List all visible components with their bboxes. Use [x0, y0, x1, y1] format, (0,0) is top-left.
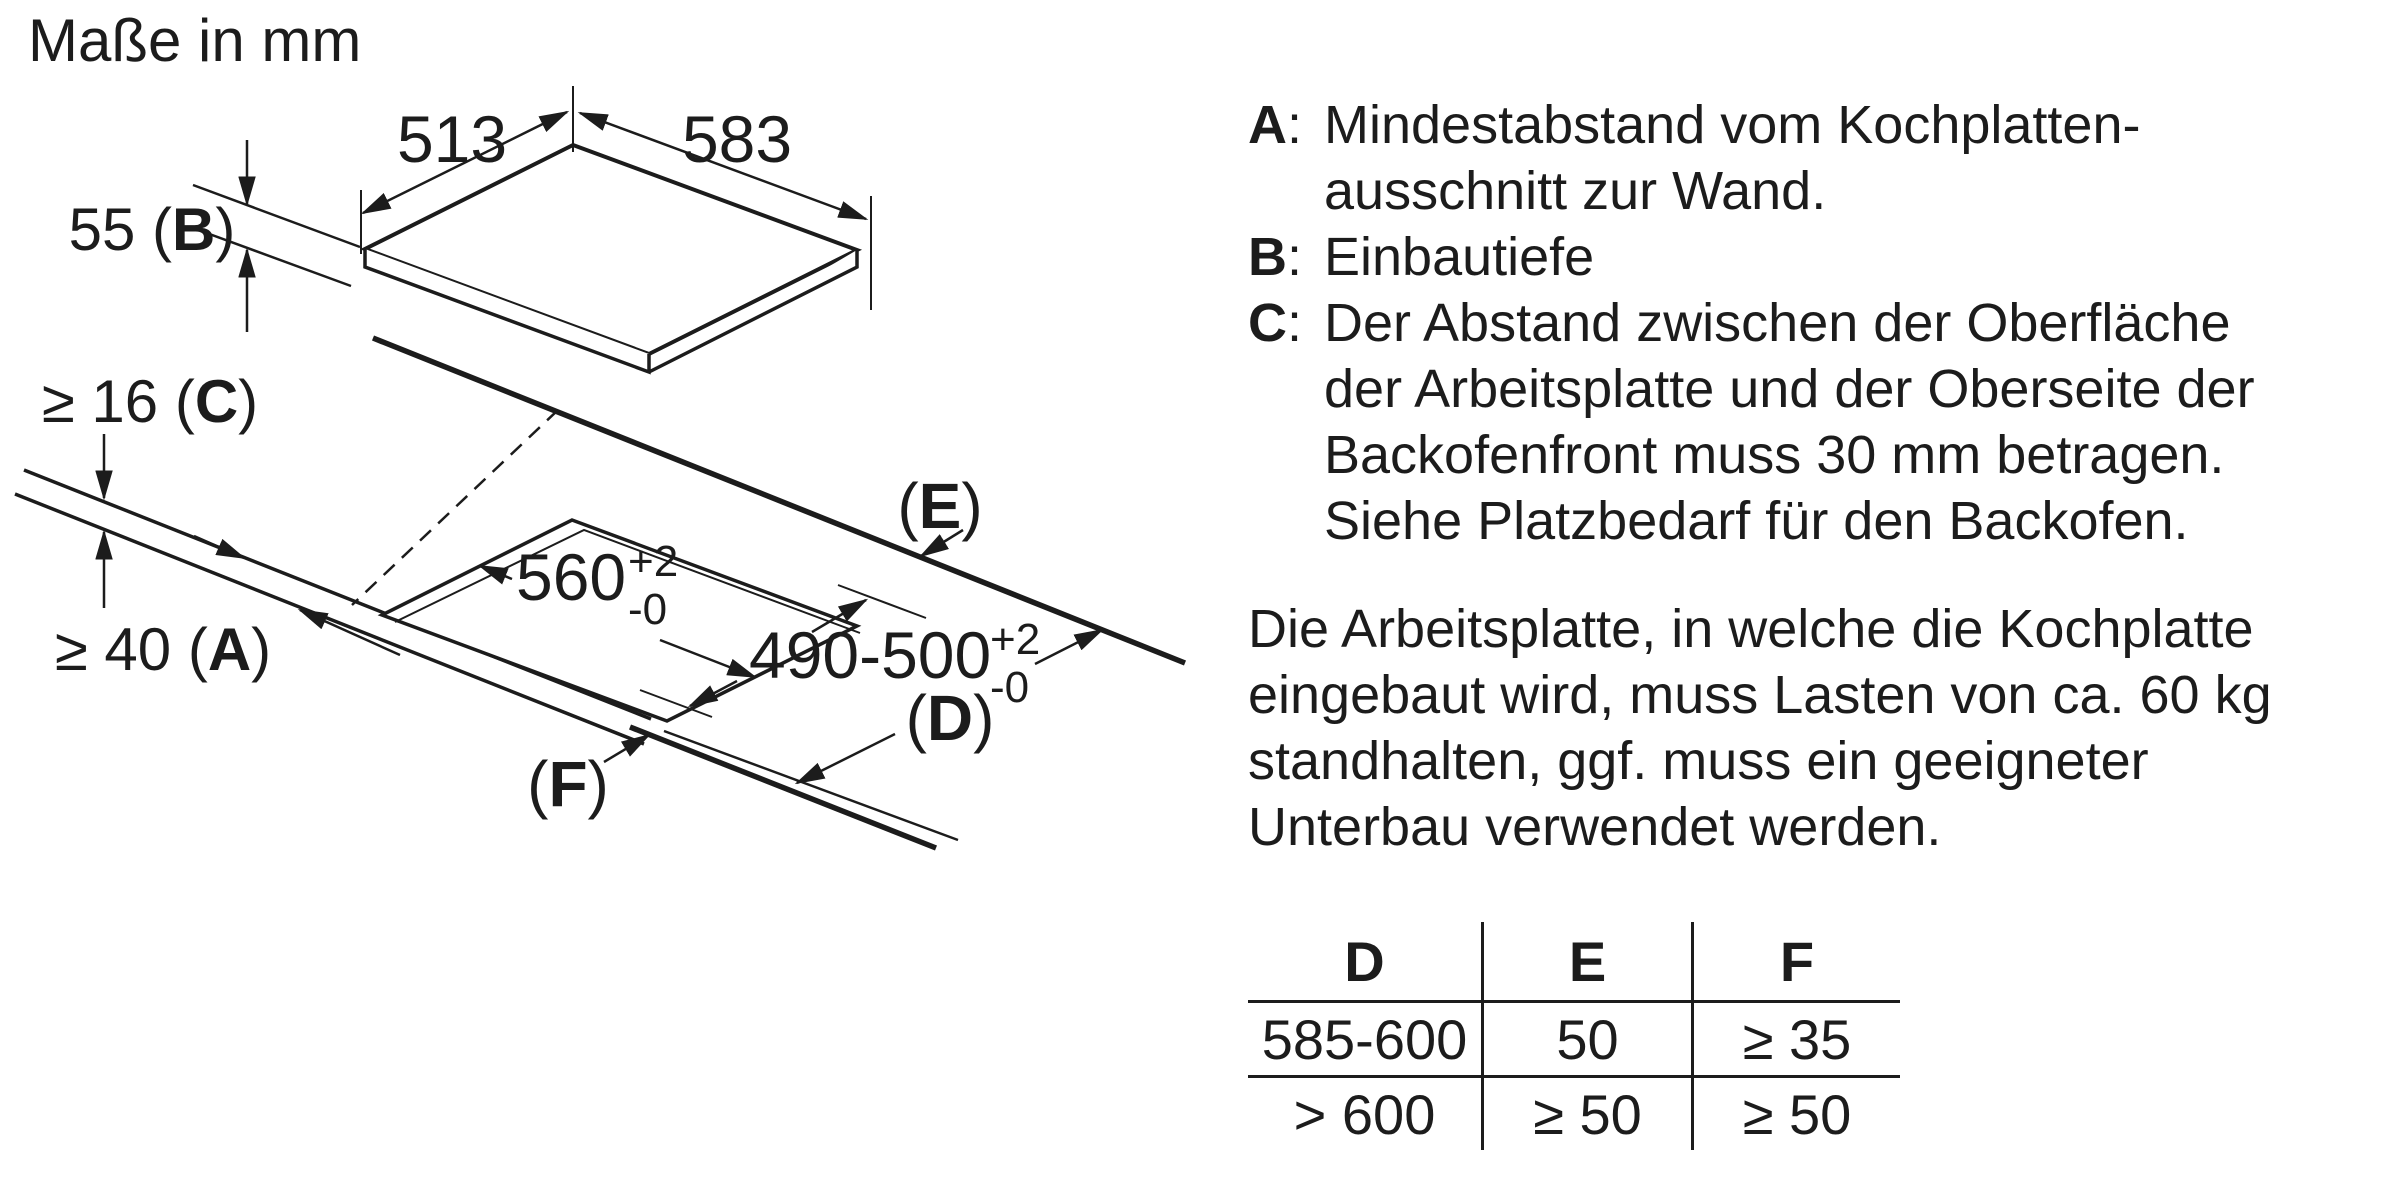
dim-a-label: ≥ 40 (A): [54, 616, 272, 683]
table-header-e: E: [1484, 922, 1694, 1000]
wall-dist-arrow-1: [194, 536, 244, 558]
table-cell: 50: [1484, 1000, 1694, 1075]
note-line: Die Arbeitsplatte, in welche die Kochplatte: [1248, 599, 2254, 659]
legend-text-c: [1324, 290, 2388, 554]
def-spec-table: [1248, 922, 1900, 1150]
dim-c-label: ≥ 16 (C): [41, 368, 259, 435]
cutout-depth-tol-minus: -0: [990, 663, 1030, 712]
legend-line: ausschnitt zur Wand.: [1324, 161, 1827, 221]
label-d: (D): [905, 682, 995, 754]
dim-513-label: 513: [396, 102, 508, 176]
legend-and-notes: [1248, 92, 2388, 860]
legend-line: Backofenfront muss 30 mm betragen.: [1324, 425, 2225, 485]
cutout-depth-tol-plus: +2: [990, 615, 1041, 664]
label-f-arrow: [604, 735, 649, 762]
legend-key-b: B:: [1248, 227, 1303, 287]
table-cell: ≥ 50: [1484, 1075, 1694, 1150]
table-header-f: F: [1779, 929, 1815, 993]
legend-line: der Arbeitsplatte und der Oberseite der: [1324, 359, 2255, 419]
front-edge-thick-line: [630, 727, 936, 848]
legend-item-a: [1248, 92, 2388, 224]
legend-key-a: A:: [1248, 95, 1303, 155]
cutout-width-tol-plus: +2: [628, 537, 679, 586]
table-cell: > 600: [1248, 1075, 1484, 1150]
label-f: (F): [527, 748, 609, 820]
note-line: eingebaut wird, muss Lasten von ca. 60 kg: [1248, 665, 2272, 725]
legend-line: Siehe Platzbedarf für den Backofen.: [1324, 491, 2189, 551]
legend-line: Einbautiefe: [1324, 227, 1595, 287]
worktop-note: [1248, 596, 2388, 860]
legend-text-b: [1324, 224, 2388, 290]
label-e: (E): [897, 470, 983, 542]
legend-line: Der Abstand zwischen der Oberfläche: [1324, 293, 2231, 353]
legend-item-b: [1248, 224, 2388, 290]
table-cell: ≥ 35: [1694, 1000, 1900, 1075]
label-d-arrow-2: [797, 734, 895, 783]
label-d-arrow-1: [1035, 630, 1102, 664]
table-cell: ≥ 50: [1694, 1075, 1900, 1150]
cutout-depth-value: 490-500: [749, 618, 992, 692]
note-line: standhalten, ggf. muss ein geeigneter: [1248, 731, 2149, 791]
dim-b-label: 55 (B): [68, 196, 236, 263]
table-header-d: D: [1248, 922, 1484, 1000]
page-title: Maße in mm: [28, 7, 362, 74]
note-line: Unterbau verwendet werden.: [1248, 797, 1942, 857]
legend-key-c: C:: [1248, 293, 1303, 353]
cutout-depth-ext-1: [838, 585, 926, 618]
cutout-width-value: 560: [516, 540, 627, 614]
legend-item-c: [1248, 290, 2388, 554]
legend-line: Mindestabstand vom Kochplatten-: [1324, 95, 2141, 155]
cutout-width-tol-minus: -0: [628, 585, 668, 634]
legend-text-a: [1324, 92, 2388, 224]
table-cell: 585-600: [1248, 1000, 1484, 1075]
dim-583-label: 583: [681, 102, 793, 176]
